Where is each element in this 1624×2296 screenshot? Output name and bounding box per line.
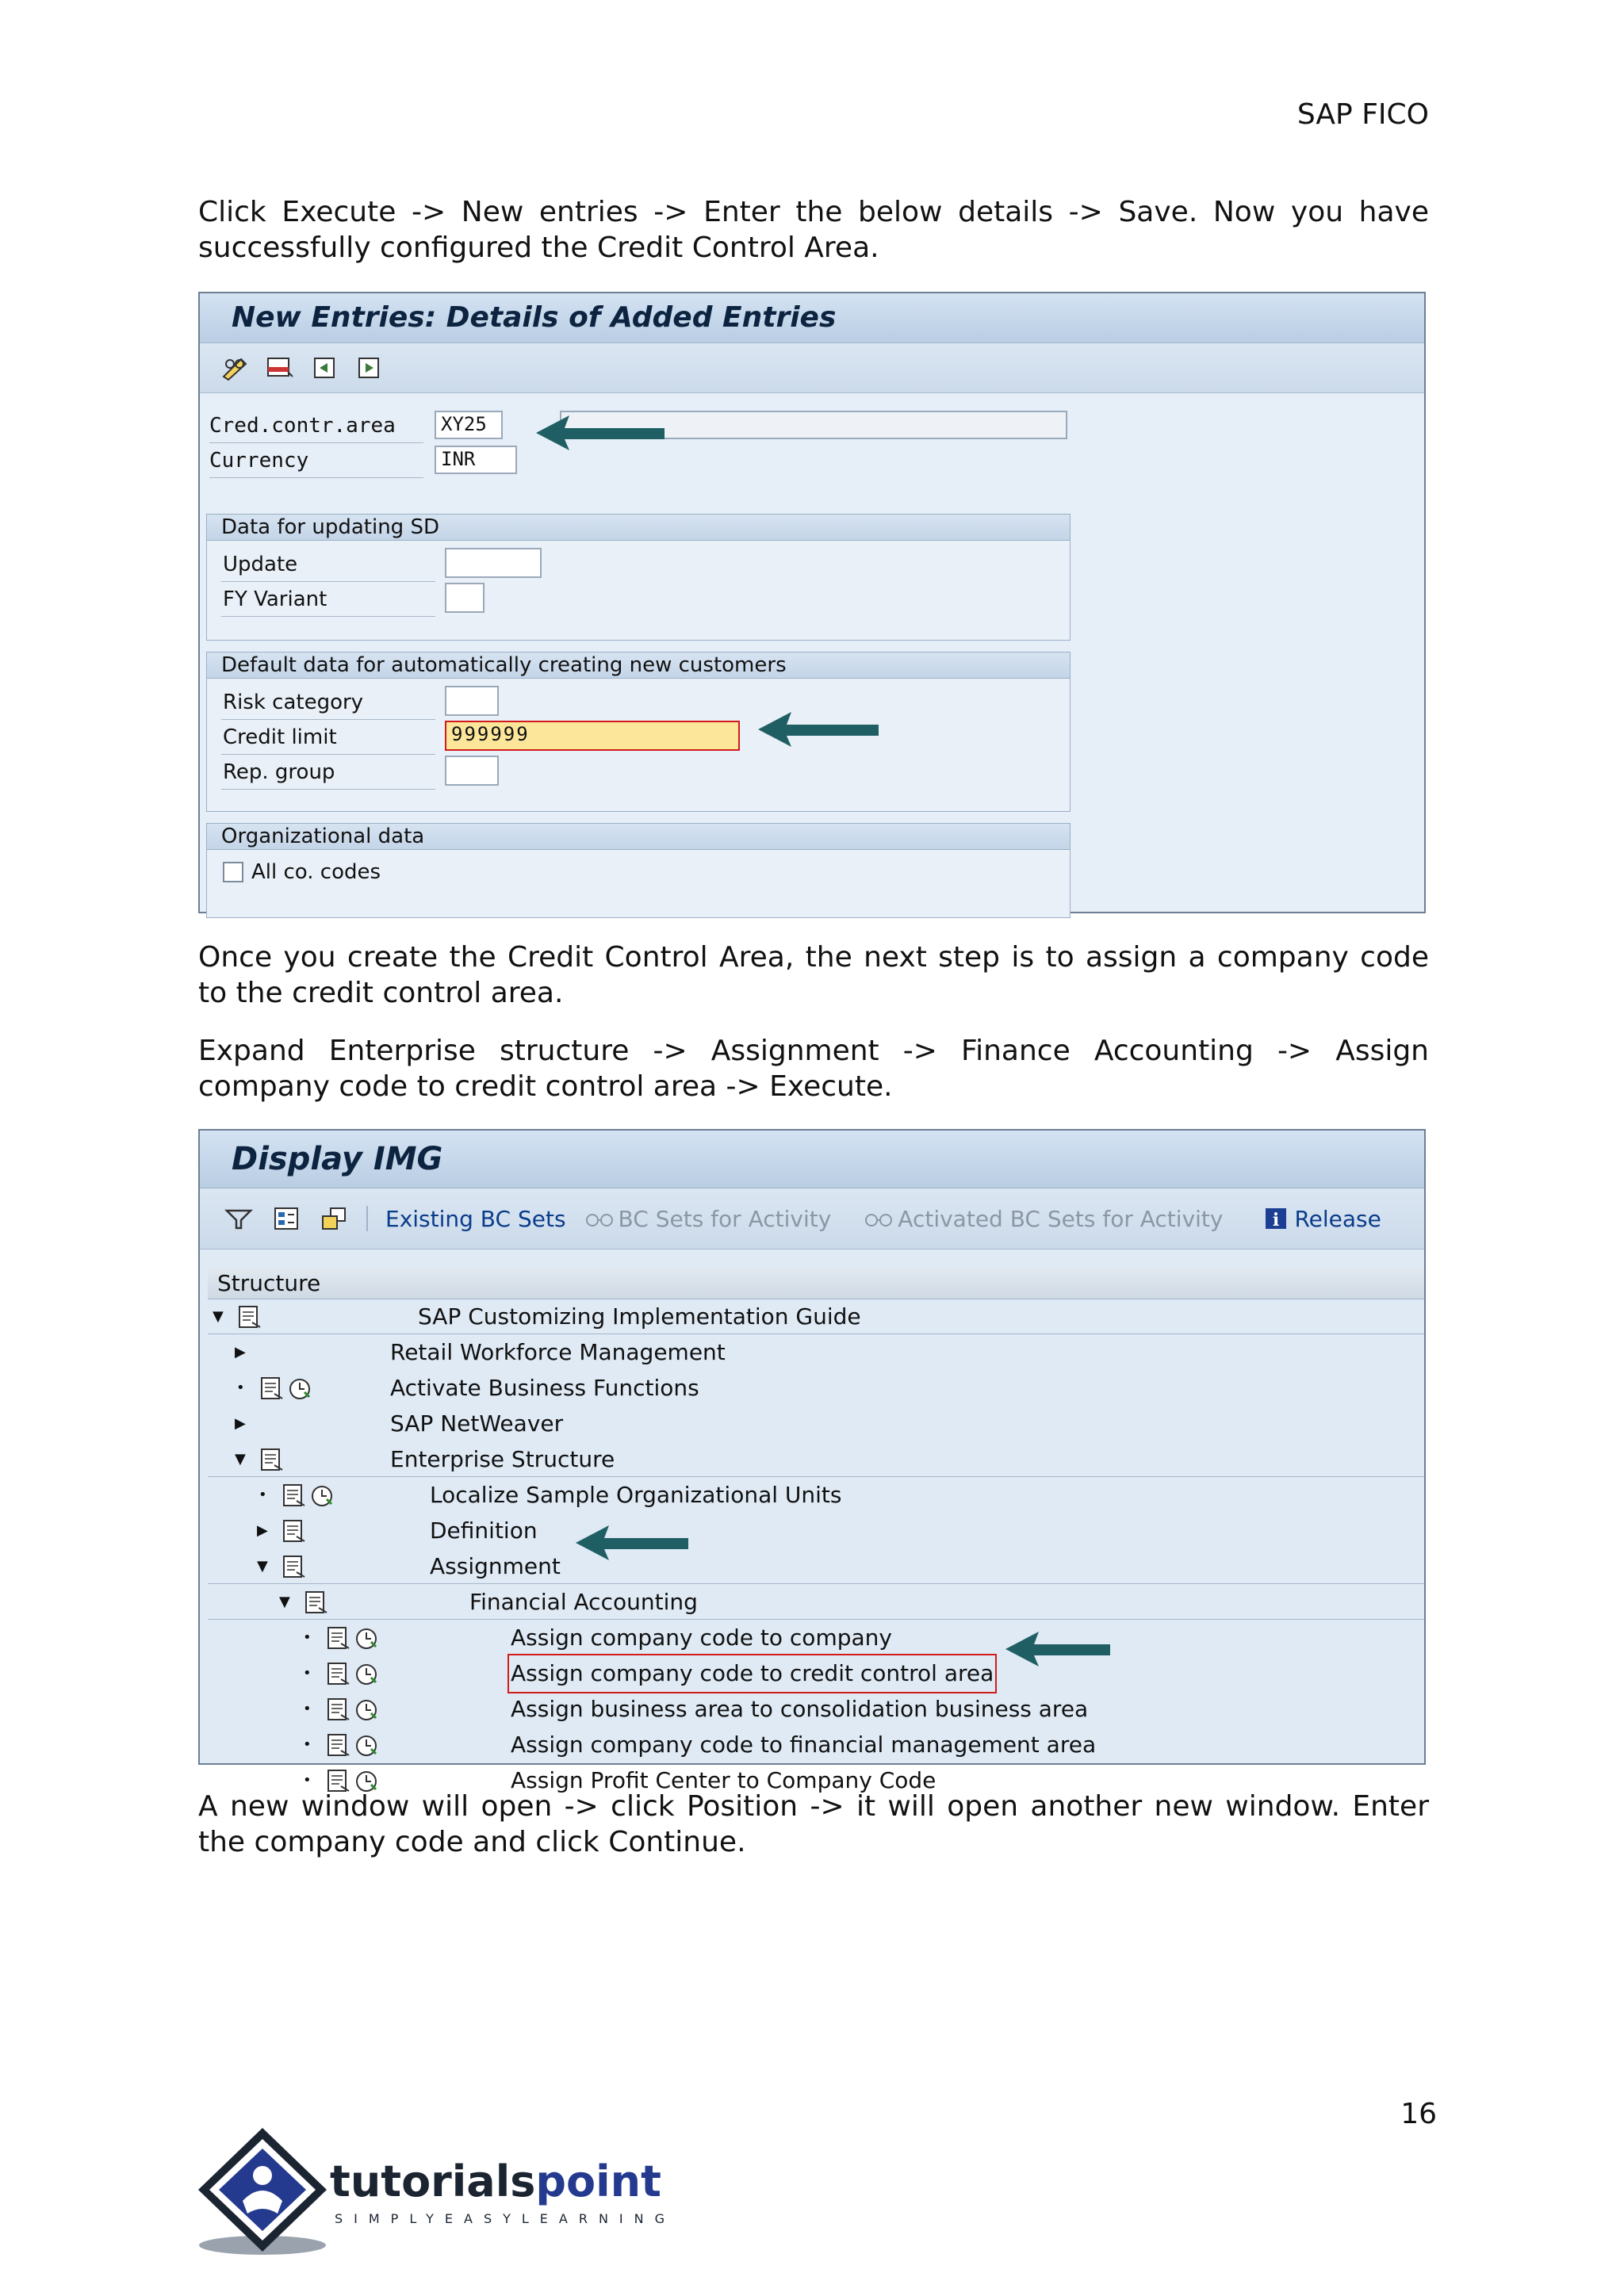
filter-icon[interactable] [224, 1206, 254, 1231]
documentation-icon[interactable] [236, 1305, 263, 1330]
tree-item-label: Activate Business Functions [390, 1375, 699, 1401]
tree-item[interactable] [208, 1407, 1424, 1441]
fy-variant-field[interactable] [445, 583, 485, 613]
collapsed-node-icon[interactable]: ▶ [235, 1415, 246, 1432]
divider [221, 581, 435, 582]
documentation-icon[interactable] [325, 1733, 352, 1758]
divider [221, 616, 435, 617]
update-label: Update [223, 553, 298, 576]
collapsed-node-icon[interactable]: ▶ [257, 1522, 268, 1539]
group-default-data [206, 652, 1071, 812]
currency-label: Currency [209, 449, 309, 473]
execute-clock-icon[interactable] [309, 1483, 336, 1509]
tree-item[interactable] [208, 1372, 1424, 1405]
cred-contr-area-field[interactable]: XY25 [435, 411, 503, 439]
documentation-icon[interactable] [281, 1555, 308, 1580]
bc-sets-activity-button[interactable] [584, 1206, 832, 1232]
page-header: SAP FICO [1297, 98, 1429, 131]
release-label: Release [1294, 1205, 1381, 1232]
tree-item-label: Assign company code to credit control area [511, 1657, 994, 1690]
tree-item-label: Definition [430, 1517, 538, 1544]
structure-label: Structure [217, 1270, 321, 1296]
expanded-node-icon[interactable]: ▼ [213, 1308, 224, 1325]
tree-item[interactable] [208, 1550, 1424, 1583]
documentation-icon[interactable] [325, 1662, 352, 1687]
execute-clock-icon[interactable] [354, 1733, 381, 1758]
group-title: Default data for automatically creating new customers [207, 652, 1070, 679]
copy-node-icon[interactable] [319, 1206, 349, 1231]
tree-item[interactable] [208, 1336, 1424, 1369]
delete-row-icon[interactable] [265, 355, 295, 381]
leaf-node-icon: • [303, 1665, 312, 1682]
existing-bc-sets-button[interactable]: Existing BC Sets [385, 1205, 566, 1232]
execute-clock-icon[interactable] [354, 1662, 381, 1687]
tree-item-label: Financial Accounting [469, 1589, 698, 1615]
collapsed-node-icon[interactable]: ▶ [235, 1344, 246, 1360]
leaf-node-icon: • [259, 1487, 267, 1503]
tree-item-label: Assign business area to consolidation business area [511, 1696, 1089, 1722]
tree-item[interactable] [208, 1514, 1424, 1548]
divider [209, 442, 423, 443]
group-organizational-data [206, 823, 1071, 918]
tree-item-label: Localize Sample Organizational Units [430, 1482, 842, 1508]
toolbar [200, 343, 1424, 393]
arrow-pointer-icon [1002, 1627, 1113, 1671]
documentation-icon[interactable] [303, 1590, 330, 1616]
leaf-node-icon: • [303, 1736, 312, 1753]
execute-clock-icon[interactable] [287, 1376, 314, 1402]
tree-item-label: Retail Workforce Management [390, 1339, 726, 1365]
img-tree [200, 1300, 1424, 1793]
tree-item[interactable] [208, 1479, 1424, 1512]
toolbar-separator [366, 1206, 368, 1231]
group-title: Data for updating SD [207, 515, 1070, 541]
paragraph-4: A new window will open -> click Position -> it will open another new window. Enter the company code and click Continue. [198, 1790, 1429, 1858]
risk-category-field[interactable] [445, 686, 499, 716]
expanded-node-icon[interactable]: ▼ [235, 1451, 246, 1468]
divider [221, 789, 435, 790]
tree-item-label: Enterprise Structure [390, 1446, 615, 1472]
glasses-icon [863, 1209, 894, 1228]
activated-bc-sets-label: Activated BC Sets for Activity [898, 1205, 1224, 1232]
arrow-pointer-icon [533, 411, 668, 455]
expanded-node-icon[interactable]: ▼ [257, 1558, 268, 1575]
screen-title: Display IMG [200, 1131, 1424, 1188]
activated-bc-sets-button[interactable] [863, 1206, 1223, 1232]
documentation-icon[interactable] [281, 1483, 308, 1509]
info-icon [1264, 1207, 1288, 1230]
page-number: 16 [1400, 2098, 1437, 2130]
sap-new-entries-screen [198, 292, 1426, 913]
documentation-icon[interactable] [325, 1697, 352, 1723]
toolbar [200, 1188, 1424, 1249]
paragraph-2: Once you create the Credit Control Area, the next step is to assign a company code to the credit control area. [198, 941, 1429, 1009]
leaf-node-icon: • [236, 1380, 245, 1396]
tree-item[interactable] [208, 1300, 1424, 1334]
execute-clock-icon[interactable] [354, 1697, 381, 1723]
documentation-icon[interactable] [325, 1626, 352, 1651]
rep-group-field[interactable] [445, 756, 499, 786]
leaf-node-icon: • [303, 1772, 312, 1789]
sap-display-img-screen [198, 1129, 1426, 1793]
screen-title: New Entries: Details of Added Entries [200, 293, 1424, 343]
paragraph-3: Expand Enterprise structure -> Assignment -> Finance Accounting -> Assign company code to credit control area -> Execute. [198, 1035, 1429, 1103]
tree-divider [208, 1583, 1424, 1584]
divider [221, 719, 435, 720]
divider [209, 477, 423, 478]
all-codes-label: All co. codes [251, 860, 381, 884]
tree-item[interactable] [208, 1728, 1424, 1762]
documentation-icon[interactable] [259, 1448, 285, 1473]
tree-item[interactable] [208, 1443, 1424, 1476]
tree-item[interactable] [208, 1586, 1424, 1619]
tree-item-label: SAP Customizing Implementation Guide [418, 1303, 861, 1330]
pencil-glasses-icon[interactable] [220, 355, 251, 381]
tree-item-label: Assign Profit Center to Company Code [511, 1767, 936, 1793]
svg-text:SIMPLYEASYLEARNING: SIMPLYEASYLEARNING [335, 2211, 676, 2226]
leaf-node-icon: • [303, 1629, 312, 1646]
tutorialspoint-logo [195, 2125, 676, 2260]
leaf-node-icon: • [303, 1701, 312, 1717]
cred-contr-area-label: Cred.contr.area [209, 414, 396, 438]
structure-header [208, 1267, 1424, 1299]
expanded-node-icon[interactable]: ▼ [279, 1594, 290, 1610]
currency-field[interactable]: INR [435, 446, 517, 474]
tree-item-label: Assign company code to company [511, 1624, 892, 1651]
glasses-icon [584, 1209, 615, 1228]
tree-item[interactable] [208, 1621, 1424, 1655]
group-title: Organizational data [207, 824, 1070, 850]
credit-limit-field[interactable]: 999999 [445, 721, 740, 751]
arrow-pointer-icon [755, 707, 882, 752]
release-button[interactable] [1264, 1206, 1381, 1232]
document-list-icon[interactable] [271, 1206, 301, 1231]
tree-item[interactable] [208, 1693, 1424, 1726]
tree-item[interactable] [208, 1657, 1424, 1690]
svg-text:tutorialspoint: tutorialspoint [330, 2156, 661, 2206]
next-entry-icon[interactable] [354, 355, 384, 381]
tree-item-label: Assignment [430, 1553, 561, 1579]
documentation-icon[interactable] [281, 1519, 308, 1544]
tree-item-label: SAP NetWeaver [390, 1410, 564, 1437]
update-field[interactable] [445, 548, 542, 578]
intro-paragraph: Click Execute -> New entries -> Enter the below details -> Save. Now you have successfully configured the Credit Control Area. [198, 196, 1429, 264]
risk-category-label: Risk category [223, 691, 364, 714]
svg-text:i: i [1273, 1210, 1280, 1230]
divider [221, 754, 435, 755]
credit-limit-label: Credit limit [223, 725, 337, 749]
documentation-icon[interactable] [259, 1376, 285, 1402]
previous-entry-icon[interactable] [309, 355, 339, 381]
bc-sets-activity-label: BC Sets for Activity [618, 1205, 832, 1232]
arrow-pointer-icon [573, 1521, 691, 1565]
tree-item-label: Assign company code to financial management area [511, 1732, 1097, 1758]
rep-group-label: Rep. group [223, 760, 335, 784]
tree-divider [208, 1476, 1424, 1477]
execute-clock-icon[interactable] [354, 1626, 381, 1651]
group-updating-sd [206, 514, 1071, 641]
all-codes-checkbox[interactable] [223, 862, 243, 882]
fy-variant-label: FY Variant [223, 587, 327, 611]
tree-divider [208, 1619, 1424, 1620]
